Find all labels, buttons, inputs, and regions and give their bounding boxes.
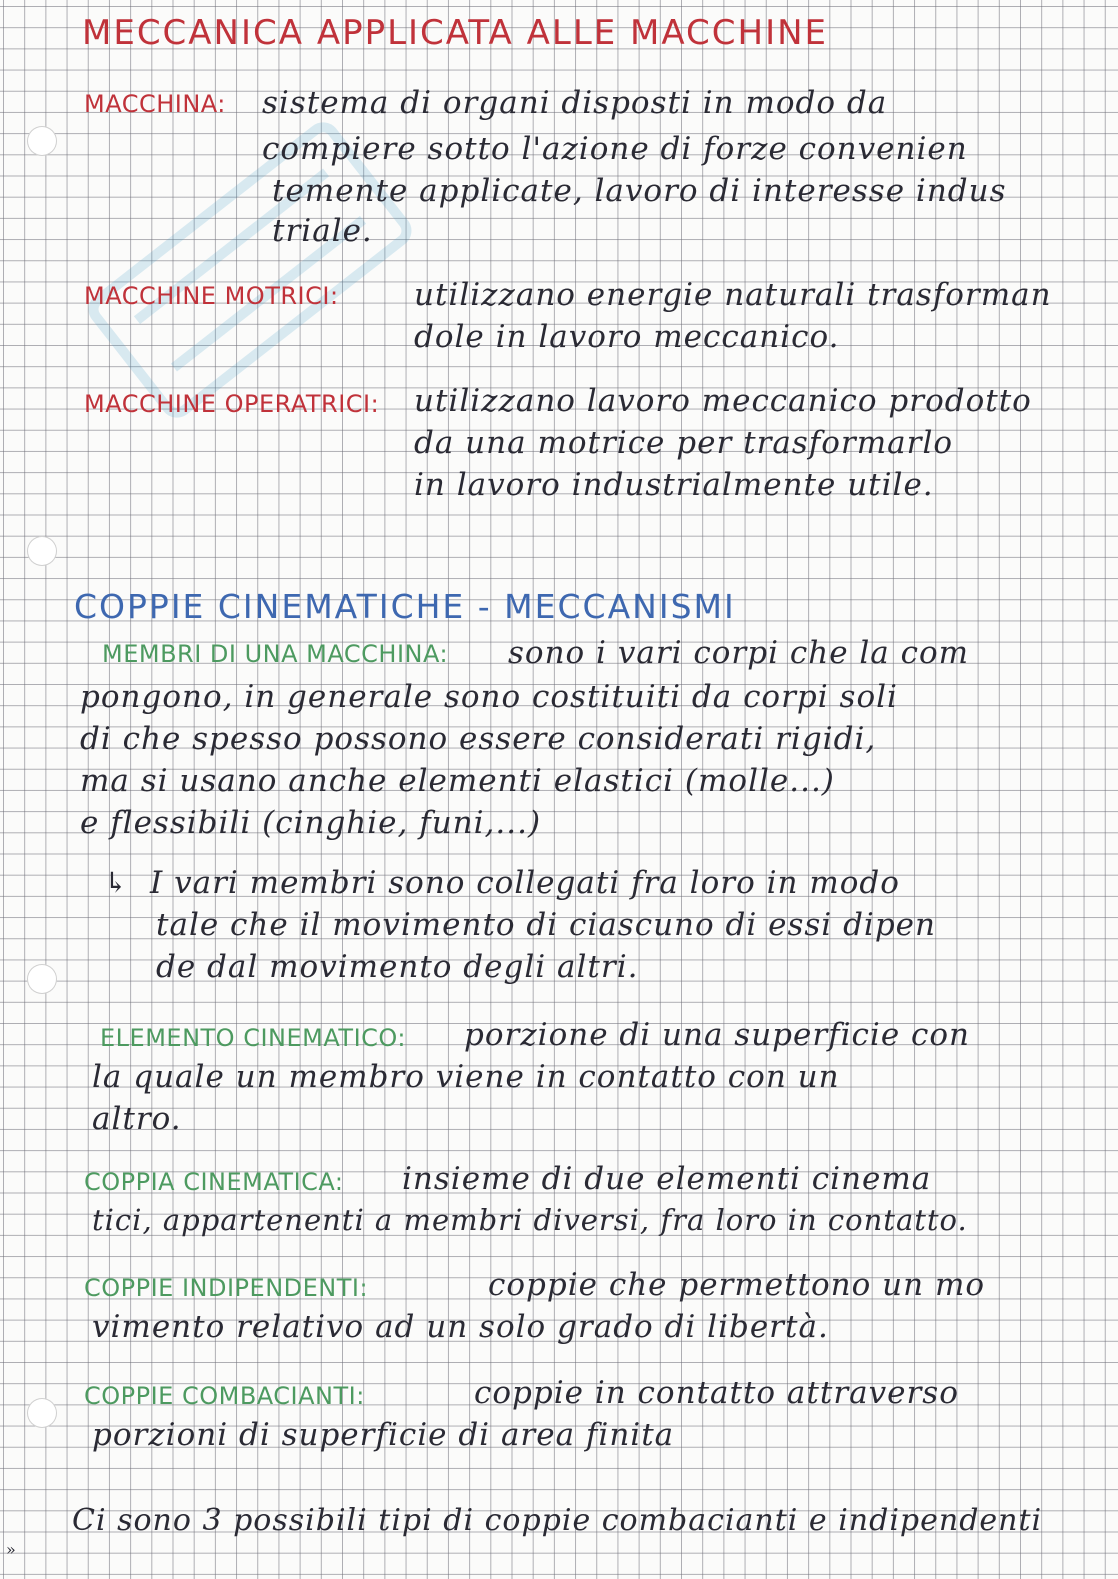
binder-hole-icon <box>27 964 57 994</box>
term-coppie-indipendenti: COPPIE INDIPENDENTI: <box>84 1274 369 1302</box>
definition-line: e flessibili (cinghie, funi,...) <box>80 805 542 841</box>
definition-line: porzioni di superficie di area finita <box>92 1417 675 1453</box>
term-elemento-cinematico: ELEMENTO CINEMATICO: <box>100 1024 406 1052</box>
definition-line: dole in lavoro meccanico. <box>414 319 840 355</box>
arrow-icon: ↳ <box>104 866 128 899</box>
term-coppie-combacianti: COPPIE COMBACIANTI: <box>84 1382 365 1410</box>
definition-line: di che spesso possono essere considerati rigidi, <box>80 721 877 757</box>
closing-line: Ci sono 3 possibili tipi di coppie combacianti e indipendenti <box>72 1503 1043 1538</box>
term-macchina: MACCHINA: <box>84 90 226 118</box>
definition-line: insieme di due elementi cinema <box>402 1161 932 1197</box>
definition-line: altro. <box>92 1101 182 1137</box>
binder-hole-icon <box>27 126 57 156</box>
corner-mark: » <box>6 1540 16 1559</box>
definition-line: pongono, in generale sono costituiti da corpi soli <box>80 679 898 715</box>
definition-line: utilizzano energie naturali trasforman <box>414 277 1052 313</box>
note-line: I vari membri sono collegati fra loro in modo <box>150 865 900 901</box>
definition-line: da una motrice per trasformarlo <box>414 425 954 461</box>
definition-line: coppie che permettono un mo <box>488 1267 986 1303</box>
binder-hole-icon <box>27 536 57 566</box>
definition-line: compiere sotto l'azione di forze convenien <box>262 131 968 167</box>
page-title: MECCANICA APPLICATA ALLE MACCHINE <box>82 13 829 53</box>
note-line: de dal movimento degli altri. <box>156 949 639 985</box>
term-macchine-operatrici: MACCHINE OPERATRICI: <box>84 390 380 418</box>
definition-line: utilizzano lavoro meccanico prodotto <box>414 383 1032 419</box>
note-line: tale che il movimento di ciascuno di essi dipen <box>156 907 936 943</box>
definition-line: sistema di organi disposti in modo da <box>262 85 888 121</box>
definition-line: vimento relativo ad un solo grado di libertà. <box>92 1309 829 1345</box>
term-coppia-cinematica: COPPIA CINEMATICA: <box>84 1168 344 1196</box>
definition-line: sono i vari corpi che la com <box>508 635 970 671</box>
definition-line: porzione di una superficie con <box>464 1017 971 1053</box>
definition-line: in lavoro industrialmente utile. <box>414 467 934 503</box>
term-macchine-motrici: MACCHINE MOTRICI: <box>84 282 339 310</box>
definition-line: tici, appartenenti a membri diversi, fra loro in contatto. <box>92 1203 968 1237</box>
definition-line: ma si usano anche elementi elastici (molle...) <box>80 763 835 799</box>
definition-line: la quale un membro viene in contatto con un <box>92 1059 840 1095</box>
binder-hole-icon <box>27 1398 57 1428</box>
definition-line: coppie in contatto attraverso <box>474 1375 959 1411</box>
term-membri: MEMBRI DI UNA MACCHINA: <box>102 640 449 668</box>
section-heading: COPPIE CINEMATICHE - MECCANISMI <box>74 587 736 626</box>
definition-line: temente applicate, lavoro di interesse indus <box>272 173 1007 209</box>
definition-line: triale. <box>272 213 373 249</box>
